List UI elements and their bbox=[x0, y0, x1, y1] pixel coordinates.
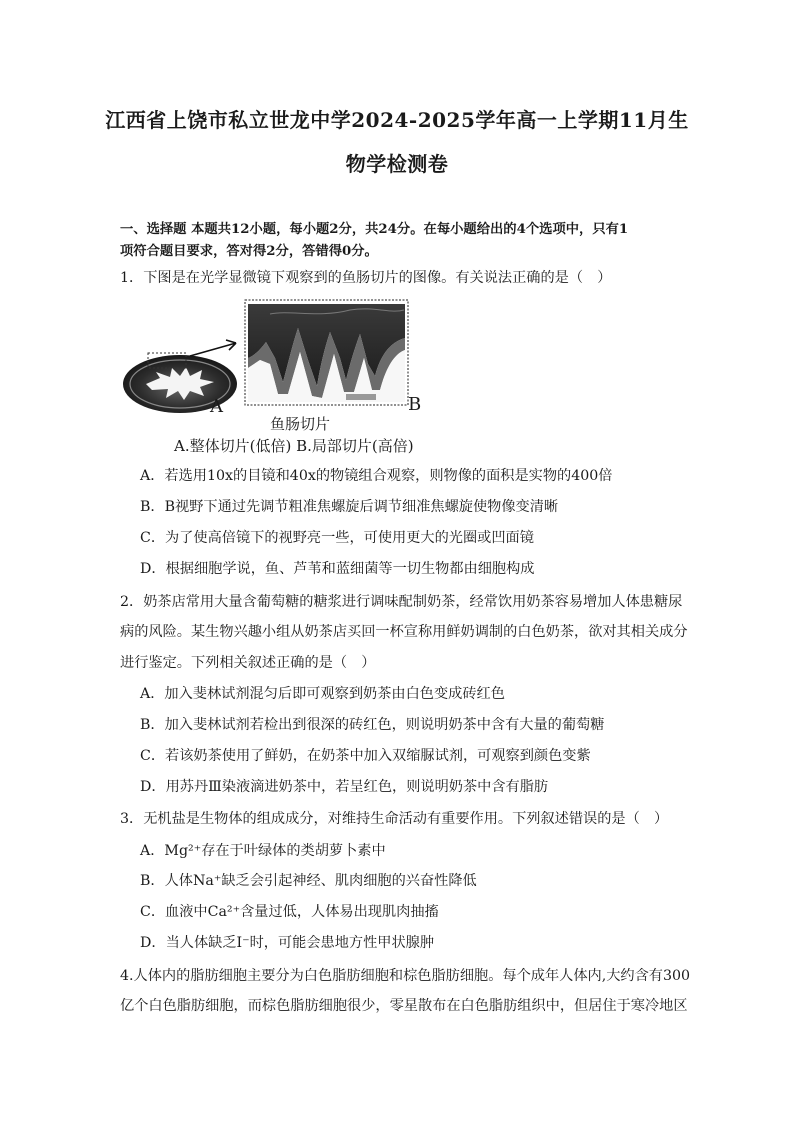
question-2-option-b: B．加入斐林试剂若检出到很深的砖红色，则说明奶茶中含有大量的葡萄糖 bbox=[140, 717, 605, 733]
figure-caption-title: 鱼肠切片 bbox=[270, 415, 331, 433]
section-header bbox=[120, 219, 680, 263]
question-1-option-d: D．根据细胞学说，鱼、芦苇和蓝细菌等一切生物都由细胞构成 bbox=[140, 561, 535, 577]
section-header-line-1: 一、选择题 本题共12小题，每小题2分，共24分。在每小题给出的4个选项中，只有1 bbox=[120, 222, 629, 237]
fish-intestine-figure bbox=[120, 298, 440, 458]
figure-label-a: A bbox=[210, 396, 223, 417]
question-1-option-b: B．B视野下通过先调节粗准焦螺旋后调节细准焦螺旋使物像变清晰 bbox=[140, 499, 559, 515]
question-2-stem-line-1: 2．奶茶店常用大量含葡萄糖的糖浆进行调味配制奶茶，经常饮用奶茶容易增加人体患糖尿 bbox=[120, 594, 683, 610]
question-3-option-c: C．血液中Ca²⁺含量过低，人体易出现肌肉抽搐 bbox=[140, 904, 439, 920]
question-2-stem-line-2: 病的风险。某生物兴趣小组从奶茶店买回一杯宣称用鲜奶调制的白色奶茶，欲对其相关成分 bbox=[120, 624, 688, 640]
question-2-stem-line-3: 进行鉴定。下列相关叙述正确的是（ ） bbox=[120, 655, 376, 671]
question-3-option-d: D．当人体缺乏I⁻时，可能会患地方性甲状腺肿 bbox=[140, 935, 435, 951]
exam-title-line-1: 江西省上饶市私立世龙中学2024-2025学年高一上学期11月生 bbox=[105, 108, 689, 132]
exam-title-line-2: 物学检测卷 bbox=[345, 152, 449, 176]
question-2-option-d: D．用苏丹Ⅲ染液滴进奶茶中，若呈红色，则说明奶茶中含有脂肪 bbox=[140, 779, 549, 795]
question-1-stem: 1．下图是在光学显微镜下观察到的鱼肠切片的图像。有关说法正确的是（ ） bbox=[120, 270, 612, 286]
figure-label-b: B bbox=[408, 394, 422, 415]
question-4-stem-line-1: 4.人体内的脂肪细胞主要分为白色脂肪细胞和棕色脂肪细胞。每个成年人体内,大约含有300 bbox=[120, 968, 691, 984]
question-4-stem-line-2: 亿个白色脂肪细胞，而棕色脂肪细胞很少，零星散布在白色脂肪组织中，但居住于寒冷地区 bbox=[120, 998, 688, 1014]
question-3-option-b: B．人体Na⁺缺乏会引起神经、肌肉细胞的兴奋性降低 bbox=[140, 873, 477, 889]
partial-section-image bbox=[245, 300, 408, 405]
question-3-stem: 3．无机盐是生物体的组成成分，对维持生命活动有重要作用。下列叙述错误的是（ ） bbox=[120, 811, 669, 827]
question-1-option-c: C．为了使高倍镜下的视野亮一些，可使用更大的光圈或凹面镜 bbox=[140, 530, 534, 546]
figure-caption-detail: A.整体切片(低倍) B.局部切片(高倍) bbox=[174, 437, 414, 455]
question-1-option-a: A．若选用10x的目镜和40x的物镜组合观察，则物像的面积是实物的400倍 bbox=[140, 468, 613, 484]
question-3-option-a: A．Mg²⁺存在于叶绿体的类胡萝卜素中 bbox=[140, 843, 386, 859]
question-2-option-c: C．若该奶茶使用了鲜奶，在奶茶中加入双缩脲试剂，可观察到颜色变紫 bbox=[140, 748, 591, 764]
arrow-icon bbox=[190, 340, 236, 356]
section-header-line-2: 项符合题目要求，答对得2分，答错得0分。 bbox=[120, 244, 378, 259]
question-2-option-a: A．加入斐林试剂混匀后即可观察到奶茶由白色变成砖红色 bbox=[140, 686, 505, 702]
